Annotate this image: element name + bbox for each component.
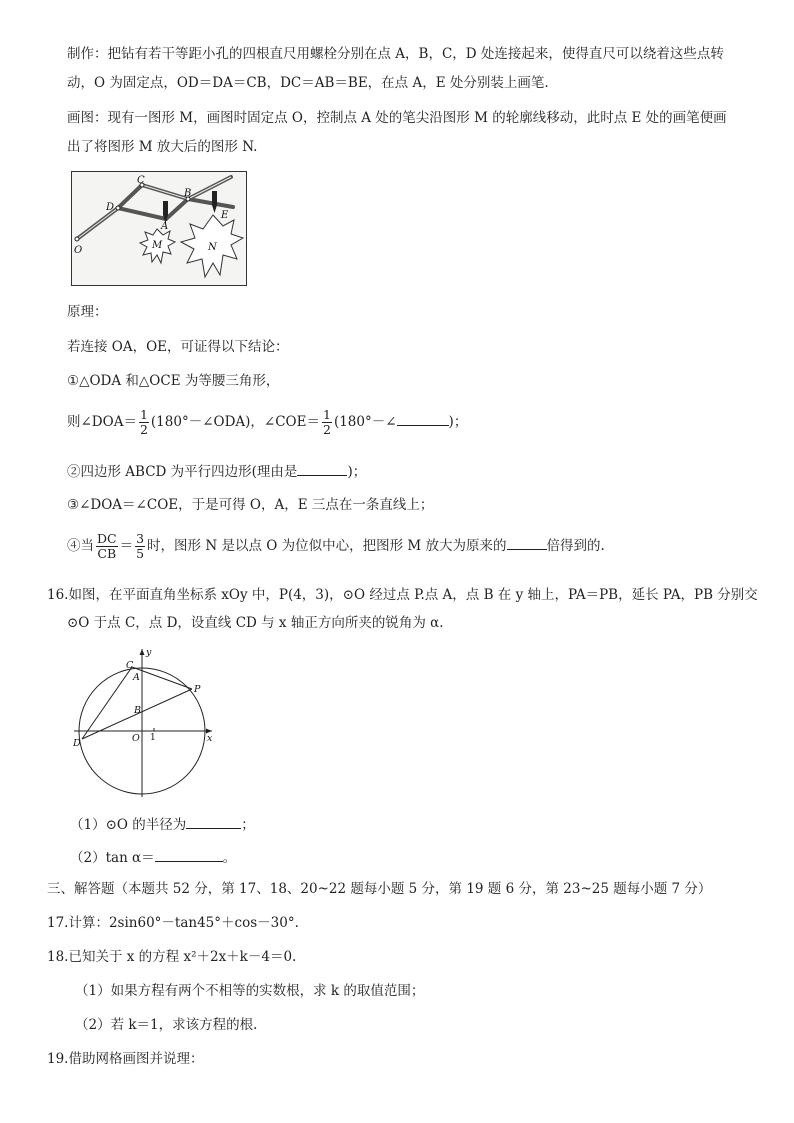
principle-heading: 原理： [67,304,108,320]
answer-blank[interactable] [155,848,223,862]
label-c: C [126,660,134,671]
answer-blank[interactable] [507,536,547,550]
q16-sub2: （2）tan α＝ 。 [70,850,237,866]
principle-connect: 若连接 OA，OE，可证得以下结论： [67,339,289,355]
q16-text-line2: ⊙O 于点 C，点 D，设直线 CD 与 x 轴正方向所夹的锐角为 α. [67,615,444,631]
label-b: B [184,188,192,199]
label-y: y [146,647,152,658]
principle-item1: ①△ODA 和△OCE 为等腰三角形， [67,373,280,389]
label-m: M [152,240,163,251]
fraction-half: $\frac{1}{2}$ [322,407,331,437]
label-d: D [106,202,115,213]
fraction-dc-cb: $\frac{DC}{CB}$ [97,531,117,561]
intro-make-line1: 制作：把钻有若干等距小孔的四根直尺用螺栓分别在点 A，B，C，D 处连接起来，使得直尺可以绕着这些点转 [67,46,724,62]
principle-item4: ④当 $\frac{DC}{CB}$ ＝ $\frac{3}{5}$ 时，图形 N 是以点 O 为位似中心，把图形 M 放大为原来的 倍得到的. [67,531,605,561]
label-one: 1 [150,733,156,743]
label-d: D [73,738,81,749]
principle-item3: ③∠DOA＝∠COE，于是可得 O，A，E 三点在一条直线上； [67,497,434,513]
q17-text: 17.计算：2sin60°－tan45°＋cos－30°. [47,915,299,931]
q18-text: 18.已知关于 x 的方程 x²＋2x＋k－4＝0. [47,949,297,965]
principle-item1-formula: 则∠DOA＝ $\frac{1}{2}$ (180°－∠ODA)，∠COE＝ $\frac{1}{2}$ (180°－∠ )； [67,407,468,437]
label-a: A [133,672,140,683]
q16-text-line1: 16.如图，在平面直角坐标系 xOy 中，P(4，3)，⊙O 经过点 P.点 A，点 B 在 y 轴上，PA＝PB，延长 PA，PB 分别交 [47,587,758,603]
label-o: O [74,245,83,256]
intro-make-line2: 动，O 为固定点，OD＝DA＝CB，DC＝AB＝BE，在点 A，E 处分别装上画笔. [67,75,549,91]
label-e: E [221,210,229,221]
label-n: N [208,242,217,253]
label-p: P [194,684,201,695]
label-c: C [137,175,145,186]
intro-draw-line1: 画图：现有一图形 M，画图时固定点 O，控制点 A 处的笔尖沿图形 M 的轮廓线移动，此时点 E 处的画笔便画 [67,110,727,126]
label-o: O [132,733,140,744]
q16-sub1: （1）⊙O 的半径为 ； [70,817,255,833]
principle-item2: ②四边形 ABCD 为平行四边形(理由是 )； [67,464,367,480]
label-a: A [161,221,169,232]
section3-heading: 三、解答题（本题共 52 分，第 17、18、20~22 题每小题 5 分，第 19 题 6 分，第 23~25 题每小题 7 分） [47,881,712,897]
answer-blank[interactable] [297,462,347,476]
answer-blank[interactable] [186,815,241,829]
fraction-half: $\frac{1}{2}$ [139,407,148,437]
q18-sub1: （1）如果方程有两个不相等的实数根，求 k 的取值范围； [75,983,425,999]
fraction-three-fifths: $\frac{3}{5}$ [136,531,145,561]
q19-text: 19.借助网格画图并说理： [47,1051,204,1067]
intro-draw-line2: 出了将图形 M 放大后的图形 N. [67,139,258,155]
answer-blank[interactable] [397,412,449,426]
circle-coordinate-figure [70,645,218,800]
q18-sub2: （2）若 k＝1，求该方程的根. [75,1017,258,1033]
label-x: x [207,733,213,744]
label-b: B [134,705,141,716]
y-axis-arrow [140,649,145,655]
pantograph-figure [71,171,247,286]
